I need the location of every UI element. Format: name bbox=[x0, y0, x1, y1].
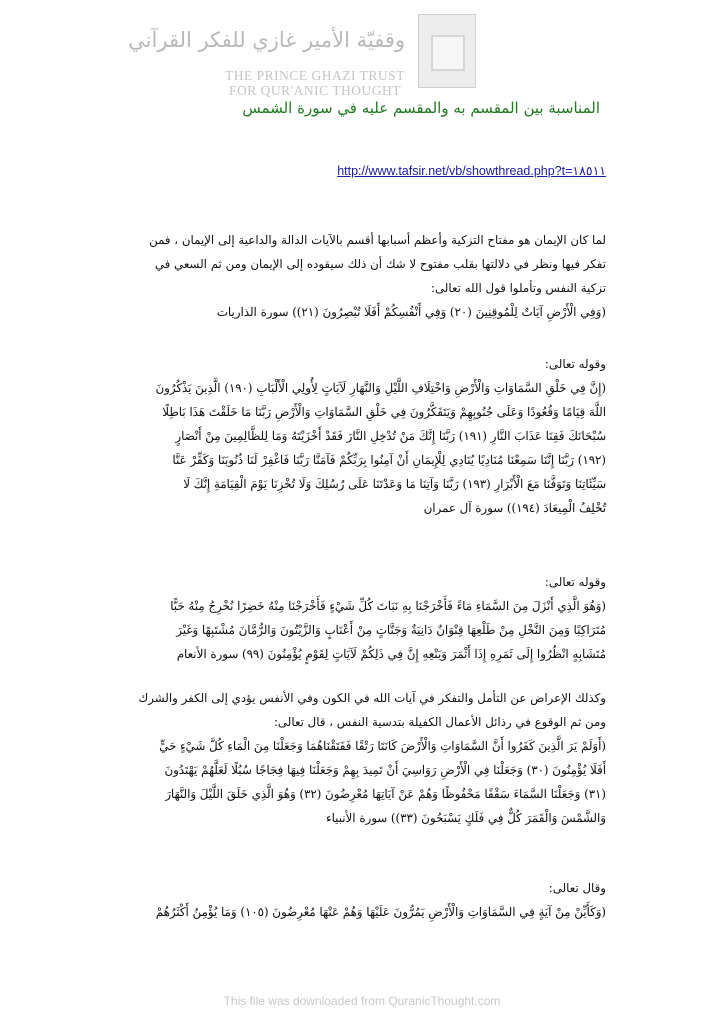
logo-english-line1: THE PRINCE GHAZI TRUST bbox=[225, 68, 405, 83]
verse-line: وَالشَّمْسَ وَالْقَمَرَ كُلٌّ فِي فَلَكٍ يَسْبَحُونَ (٣٣)) سورة الأنبياء bbox=[326, 811, 606, 825]
text-line: وقال تعالى: bbox=[548, 881, 606, 895]
paragraph-5 bbox=[116, 876, 606, 924]
paragraph-1 bbox=[116, 228, 606, 324]
verse-line: (إِنَّ فِي خَلْقِ السَّمَاوَاتِ وَالْأَرْضِ وَاخْتِلَافِ اللَّيْلِ وَالنَّهَارِ لَآيَاتٍ لِأُولِي الْأَلْبَابِ (١٩٠) الَّذِينَ يَذْكُرُونَ bbox=[155, 381, 606, 395]
source-link[interactable]: http://www.tafsir.net/vb/showthread.php?t=١٨٥١١ bbox=[337, 164, 606, 178]
header-logo bbox=[128, 10, 485, 102]
verse-line: سَيِّئَاتِنَا وَتَوَفَّنَا مَعَ الْأَبْرَارِ (١٩٣) رَبَّنَا وَآتِنَا مَا وَعَدْتَنَا عَلَى رُسُلِكَ وَلَا تُخْزِنَا يَوْمَ الْقِيَامَةِ إِنَّكَ لَا bbox=[183, 477, 606, 491]
verse-line: (وَكَأَيِّنْ مِنْ آيَةٍ فِي السَّمَاوَاتِ وَالْأَرْضِ يَمُرُّونَ عَلَيْهَا وَهُمْ عَنْهَا مُعْرِضُونَ (١٠٥) وَمَا يُؤْمِنُ أَكْثَرُهُمْ bbox=[155, 905, 606, 919]
logo-arabic-text: وقفيّة الأمير غازي للفكر القرآني bbox=[128, 28, 405, 52]
verse-line: تُخْلِفُ الْمِيعَادَ (١٩٤)) سورة آل عمران bbox=[423, 501, 606, 515]
verse-line: (وَفِي الْأَرْضِ آيَاتٌ لِلْمُوقِنِينَ (٢٠) وَفِي أَنْفُسِكُمْ أَفَلَا تُبْصِرُونَ (٢١)) سورة الذاريات bbox=[216, 305, 606, 319]
verse-line: (أَوَلَمْ يَرَ الَّذِينَ كَفَرُوا أَنَّ السَّمَاوَاتِ وَالْأَرْضَ كَانَتَا رَتْقًا فَفَتَقْنَاهُمَا وَجَعَلْنَا مِنَ الْمَاءِ كُلَّ شَيْءٍ حَيٍّ bbox=[159, 739, 606, 753]
footer-note: This file was downloaded from QuranicThought.com bbox=[223, 994, 501, 1008]
text-line: وكذلك الإعراض عن التأمل والتفكر في آيات الله في الكون وفي الأنفس يؤدي إلى الكفر والشرك bbox=[138, 691, 606, 705]
verse-line: (٣١) وَجَعَلْنَا السَّمَاءَ سَقْفًا مَحْفُوظًا وَهُمْ عَنْ آيَاتِهَا مُعْرِضُونَ (٣٢) وَهُوَ الَّذِي خَلَقَ اللَّيْلَ وَالنَّهَارَ bbox=[165, 787, 606, 801]
verse-line: أَفَلَا يُؤْمِنُونَ (٣٠) وَجَعَلْنَا فِي الْأَرْضِ رَوَاسِيَ أَنْ تَمِيدَ بِهِمْ وَجَعَلْنَا فِيهَا فِجَاجًا سُبُلًا لَعَلَّهُمْ يَهْتَدُونَ bbox=[164, 763, 606, 777]
verse-line: سُبْحَانَكَ فَقِنَا عَذَابَ النَّارِ (١٩١) رَبَّنَا إِنَّكَ مَنْ تُدْخِلِ النَّارَ فَقَدْ أَخْزَيْتَهُ وَمَا لِلظَّالِمِينَ مِنْ أَنْصَارٍ bbox=[175, 429, 606, 443]
verse-line: اللَّهَ قِيَامًا وَقُعُودًا وَعَلَى جُنُوبِهِمْ وَيَتَفَكَّرُونَ فِي خَلْقِ السَّمَاوَاتِ وَالْأَرْضِ رَبَّنَا مَا خَلَقْتَ هَذَا بَاطِلًا bbox=[162, 405, 606, 419]
verse-line: (وَهُوَ الَّذِي أَنْزَلَ مِنَ السَّمَاءِ مَاءً فَأَخْرَجْنَا بِهِ نَبَاتَ كُلِّ شَيْءٍ فَأَخْرَجْنَا مِنْهُ خَضِرًا نُخْرِجُ مِنْهُ حَبًّا bbox=[170, 599, 606, 613]
verse-line: مُتَشَابِهٍ انْظُرُوا إِلَى ثَمَرِهِ إِذَا أَثْمَرَ وَيَنْعِهِ إِنَّ فِي ذَلِكُمْ لَآيَاتٍ لِقَوْمٍ يُؤْمِنُونَ (٩٩) سورة الأنعام bbox=[176, 647, 606, 661]
verse-line: (١٩٢) رَبَّنَا إِنَّنَا سَمِعْنَا مُنَادِيًا يُنَادِي لِلْإِيمَانِ أَنْ آمِنُوا بِرَبِّكُمْ فَآمَنَّا رَبَّنَا فَاغْفِرْ لَنَا ذُنُوبَنَا وَكَفِّرْ عَنَّا bbox=[172, 453, 606, 467]
text-line: وقوله تعالى: bbox=[544, 575, 606, 589]
verse-line: مُتَرَاكِبًا وَمِنَ النَّخْلِ مِنْ طَلْعِهَا قِنْوَانٌ دَانِيَةٌ وَجَنَّاتٍ مِنْ أَعْنَابٍ وَالزَّيْتُونَ وَالرُّمَّانَ مُشْتَبِهًا وَغَيْرَ bbox=[176, 623, 606, 637]
text-line: وقوله تعالى: bbox=[544, 357, 606, 371]
logo-english-line2: FOR QUR'ANIC THOUGHT bbox=[229, 83, 401, 98]
paragraph-2 bbox=[116, 352, 606, 520]
paragraph-3 bbox=[116, 570, 606, 666]
text-line: تفكر فيها ونظر في دلالتها بقلب مفتوح لا شك أن ذلك سيقوده إلى الإيمان ومن ثم السعي في bbox=[154, 257, 606, 271]
page-title: المناسبة بين المقسم به والمقسم عليه في سورة الشمس bbox=[242, 99, 600, 117]
text-line: لما كان الإيمان هو مفتاح التزكية وأعظم أسبابها أقسم بالآيات الدالة والداعية إلى الإيمان ، فمن bbox=[149, 233, 606, 247]
text-line: تزكية النفس وتأملوا قول الله تعالى: bbox=[430, 281, 606, 295]
paragraph-4 bbox=[116, 686, 606, 830]
text-line: ومن ثم الوقوع في رذائل الأعمال الكفيلة بتدسية النفس ، قال تعالى: bbox=[273, 715, 606, 729]
logo-emblem-icon bbox=[418, 14, 476, 88]
